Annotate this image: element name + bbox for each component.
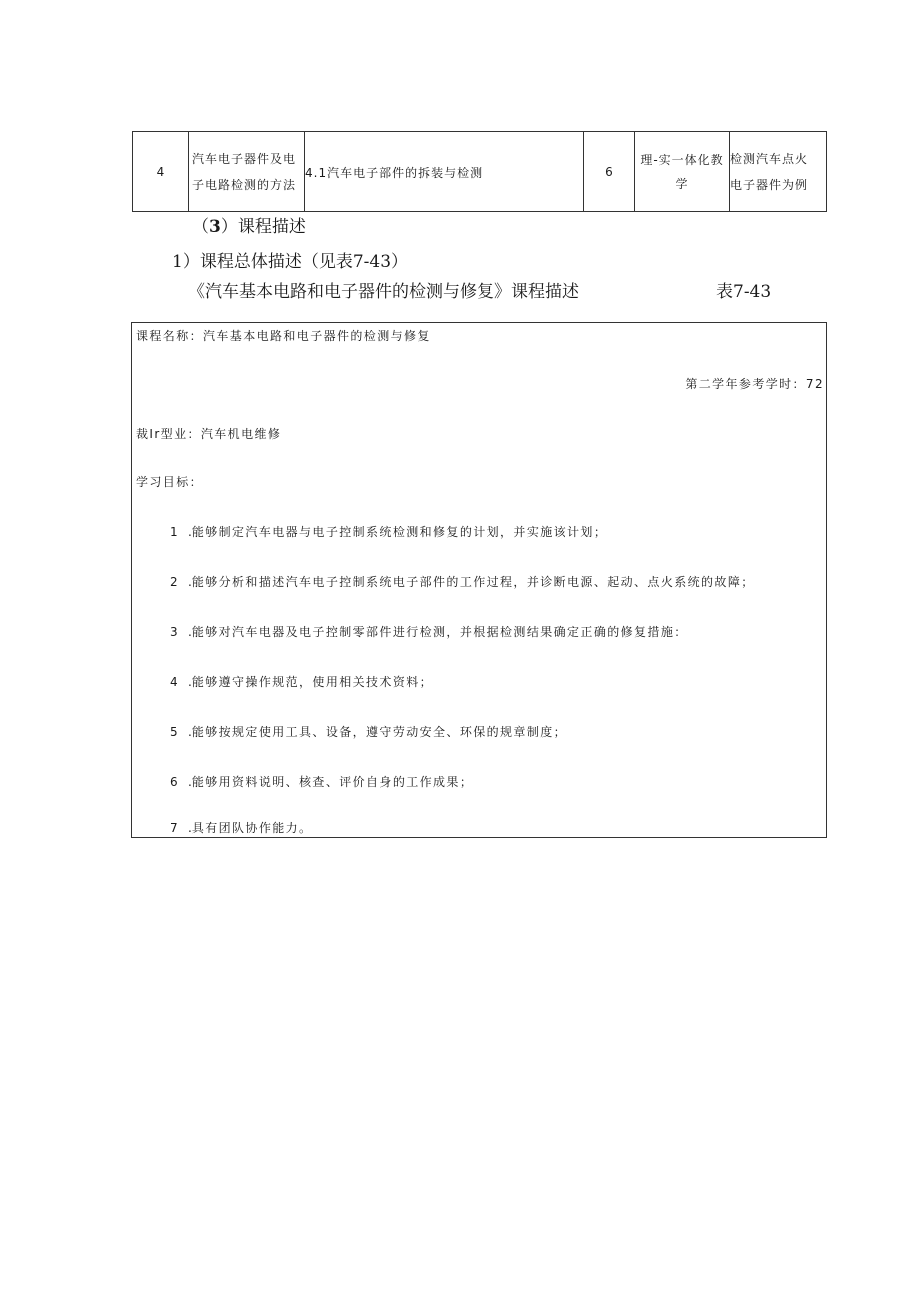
table-caption-title: 《汽车基本电路和电子器件的检测与修复》课程描述 bbox=[188, 282, 579, 302]
list-item: 1 .能够制定汽车电器与电子控制系统检测和修复的计划，并实施该计划； bbox=[170, 525, 608, 539]
goals-label: 学习目标： bbox=[136, 475, 204, 489]
list-item: 7 .具有团队协作能力。 bbox=[170, 821, 313, 835]
course-description-box bbox=[131, 322, 827, 838]
list-item: 4 .能够遵守操作规范，使用相关技术资料； bbox=[170, 675, 434, 689]
goal-text: 具有团队协作能力。 bbox=[191, 821, 313, 835]
course-unit-table bbox=[132, 131, 827, 212]
goal-text: 能够制定汽车电器与电子控制系统检测和修复的计划，并实施该计划； bbox=[191, 525, 608, 539]
section-heading: （3）课程描述 bbox=[192, 217, 306, 237]
unit-name-line1: 汽车电子器件及电 bbox=[192, 151, 297, 166]
goal-text: 能够按规定使用工具、设备，遵守劳动安全、环保的规章制度； bbox=[191, 725, 568, 739]
list-item: 6 .能够用资料说明、核查、评价自身的工作成果； bbox=[170, 775, 474, 789]
goal-number: 4 bbox=[170, 675, 178, 689]
goal-number: 7 bbox=[170, 821, 178, 835]
unit-task-text: 4.1汽车电子部件的拆装与检测 bbox=[305, 166, 484, 180]
table-caption-number: 表7-43 bbox=[716, 282, 772, 302]
unit-method-line1: 理-实一体化教 bbox=[640, 152, 724, 167]
unit-method-line2: 学 bbox=[675, 176, 689, 191]
unit-example bbox=[730, 132, 827, 212]
section-heading-number: 3 bbox=[209, 217, 221, 237]
unit-example-line1: 检测汽车点火 bbox=[730, 151, 809, 166]
section-heading-text: 课程描述 bbox=[237, 217, 306, 237]
goal-number: 2 bbox=[170, 575, 178, 589]
table-row bbox=[133, 132, 827, 212]
unit-name bbox=[189, 132, 305, 212]
unit-name-line2: 子电路检测的方法 bbox=[192, 177, 297, 192]
goal-text: 能够对汽车电器及电子控制零部件进行检测，并根据检测结果确定正确的修复措施： bbox=[191, 625, 688, 639]
unit-method bbox=[635, 132, 730, 212]
unit-example-line2: 电子器件为例 bbox=[730, 177, 809, 192]
goal-number: 5 bbox=[170, 725, 178, 739]
course-name: 课程名称：汽车基本电路和电子器件的检测与修复 bbox=[136, 329, 431, 343]
unit-task bbox=[305, 132, 584, 212]
list-item: 5 .能够按规定使用工具、设备，遵守劳动安全、环保的规章制度； bbox=[170, 725, 568, 739]
unit-number: 4 bbox=[133, 132, 189, 212]
unit-hours: 6 bbox=[584, 132, 635, 212]
overall-description-heading: 1）课程总体描述（见表7-43） bbox=[172, 252, 409, 272]
goal-number: 1 bbox=[170, 525, 178, 539]
goal-number: 6 bbox=[170, 775, 178, 789]
list-item: 2 .能够分析和描述汽车电子控制系统电子部件的工作过程，并诊断电源、起动、点火系统的故障； bbox=[170, 575, 755, 589]
goal-number: 3 bbox=[170, 625, 178, 639]
goal-text: 能够用资料说明、核查、评价自身的工作成果； bbox=[191, 775, 474, 789]
goal-text: 能够分析和描述汽车电子控制系统电子部件的工作过程，并诊断电源、起动、点火系统的故障； bbox=[191, 575, 755, 589]
reference-hours: 第二学年参考学时：72 bbox=[685, 377, 824, 391]
major: 裁Ir型业：汽车机电维修 bbox=[136, 427, 282, 441]
list-item: 3 .能够对汽车电器及电子控制零部件进行检测，并根据检测结果确定正确的修复措施： bbox=[170, 625, 688, 639]
goal-text: 能够遵守操作规范，使用相关技术资料； bbox=[191, 675, 434, 689]
